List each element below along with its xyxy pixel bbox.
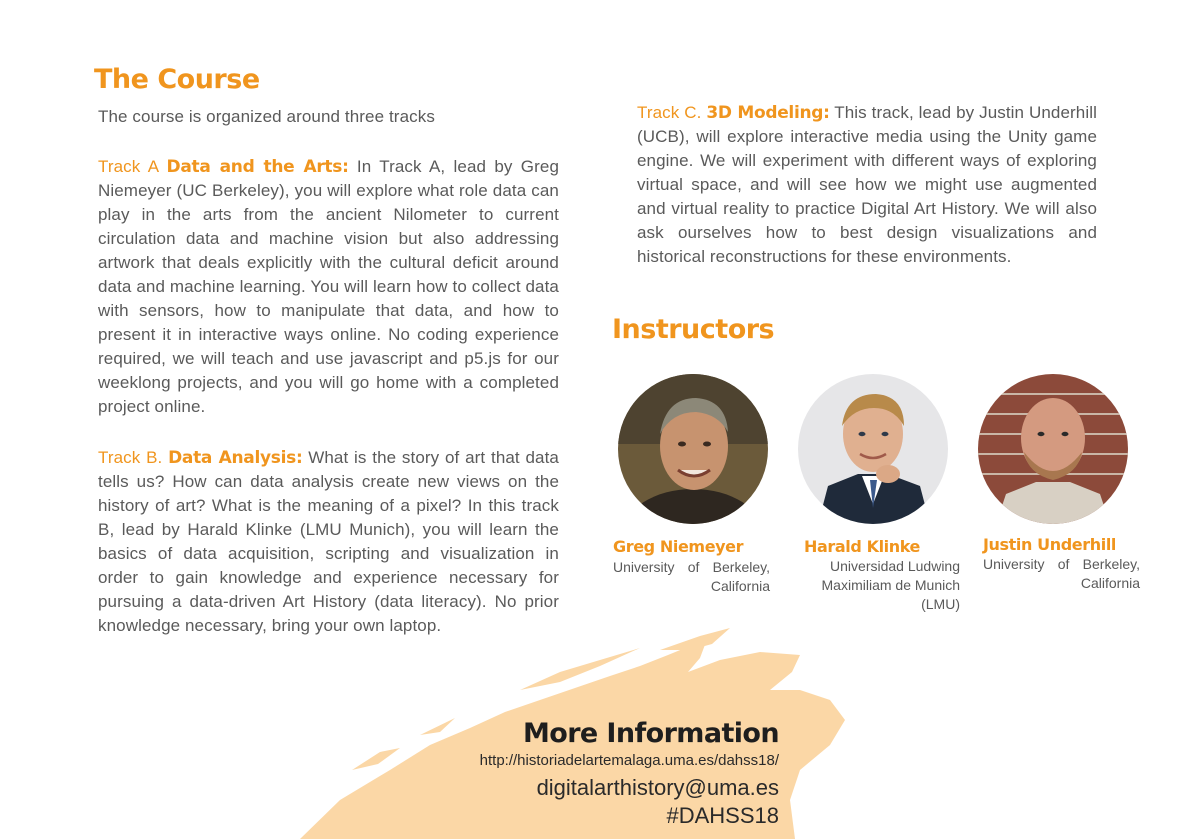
instructor-affiliation-harald-klinke bbox=[790, 557, 960, 614]
instructor-name-harald-klinke: Harald Klinke bbox=[804, 537, 921, 556]
course-intro: The course is organized around three tracks bbox=[98, 107, 435, 126]
instructor-photo-harald-klinke bbox=[798, 374, 948, 524]
affiliation-line: (LMU) bbox=[921, 596, 960, 612]
more-information-url[interactable]: http://historiadelartemalaga.uma.es/dahss18/ bbox=[479, 752, 779, 769]
instructor-photo-greg-niemeyer bbox=[618, 374, 768, 524]
track-a-prefix: Track A bbox=[98, 157, 159, 176]
track-b-body: What is the story of art that data tells us? How can data analysis create new views on the history of art? What is the meaning of a pixel? In this track B, lead by Harald Klinke (LMU Munich), you will learn the basics of data acquisition, scripting and visualization in order to gain knowledge and experience necessary for pursuing a data-driven Art History (data literacy). No prior knowledge necessary, bring your own laptop. bbox=[98, 448, 559, 635]
more-information-email[interactable]: digitalarthistory@uma.es bbox=[536, 775, 779, 800]
instructor-photo-justin-underhill bbox=[978, 374, 1128, 524]
affiliation-line: Maximiliam de Munich bbox=[821, 577, 960, 593]
affiliation-line: California bbox=[710, 578, 770, 594]
track-b-prefix: Track B. bbox=[98, 448, 163, 467]
portrait-illustration-icon bbox=[978, 374, 1128, 524]
track-a-body: In Track A, lead by Greg Niemeyer (UC Berkeley), you will explore what role data can play in the arts from the ancient Nilometer to current circulation data and machine vision but also addressing artwork that deals explicitly with the cultural deficit around data and machine learning. You will learn how to collect data with sensors, how to manipulate that data, and how to present it in interactive ways online. No coding experience required, we will teach and use javascript and p5.js for our weeklong projects, and you will go home with a completed project online. bbox=[98, 157, 559, 416]
track-b-name: Data Analysis: bbox=[168, 448, 303, 468]
affiliation-word: Berkeley, bbox=[712, 559, 770, 575]
portrait-illustration-icon bbox=[798, 374, 948, 524]
affiliation-word: Berkeley, bbox=[1082, 556, 1140, 572]
track-c-prefix: Track C. bbox=[637, 103, 702, 122]
instructors-heading: Instructors bbox=[612, 314, 775, 345]
more-information-hashtag: #DAHSS18 bbox=[666, 803, 779, 828]
more-information-heading: More Information bbox=[522, 718, 779, 749]
track-a-paragraph bbox=[98, 155, 559, 419]
track-c-paragraph bbox=[637, 101, 1097, 269]
instructor-affiliation-justin-underhill bbox=[983, 555, 1140, 593]
affiliation-line: Universidad Ludwing bbox=[830, 558, 960, 574]
portrait-illustration-icon bbox=[618, 374, 768, 524]
track-a-name: Data and the Arts: bbox=[166, 157, 349, 177]
course-heading: The Course bbox=[94, 64, 260, 95]
affiliation-word: of bbox=[687, 559, 700, 575]
affiliation-line: California bbox=[1080, 575, 1140, 591]
track-b-paragraph bbox=[98, 446, 559, 638]
track-c-body: This track, lead by Justin Underhill (UCB), will explore interactive media using the Unity game engine. We will experiment with different ways of exploring virtual space, and will see how we might use augmented and virtual reality to practice Digital Art History. We will also ask ourselves how to best design visualizations and historical reconstructions for these environments. bbox=[637, 103, 1097, 266]
instructor-name-greg-niemeyer: Greg Niemeyer bbox=[613, 537, 744, 556]
affiliation-word: of bbox=[1057, 556, 1070, 572]
instructor-affiliation-greg-niemeyer bbox=[613, 558, 770, 596]
affiliation-word: University bbox=[983, 556, 1045, 572]
affiliation-word: University bbox=[613, 559, 675, 575]
track-c-name: 3D Modeling: bbox=[706, 103, 830, 123]
instructor-name-justin-underhill: Justin Underhill bbox=[983, 535, 1116, 554]
